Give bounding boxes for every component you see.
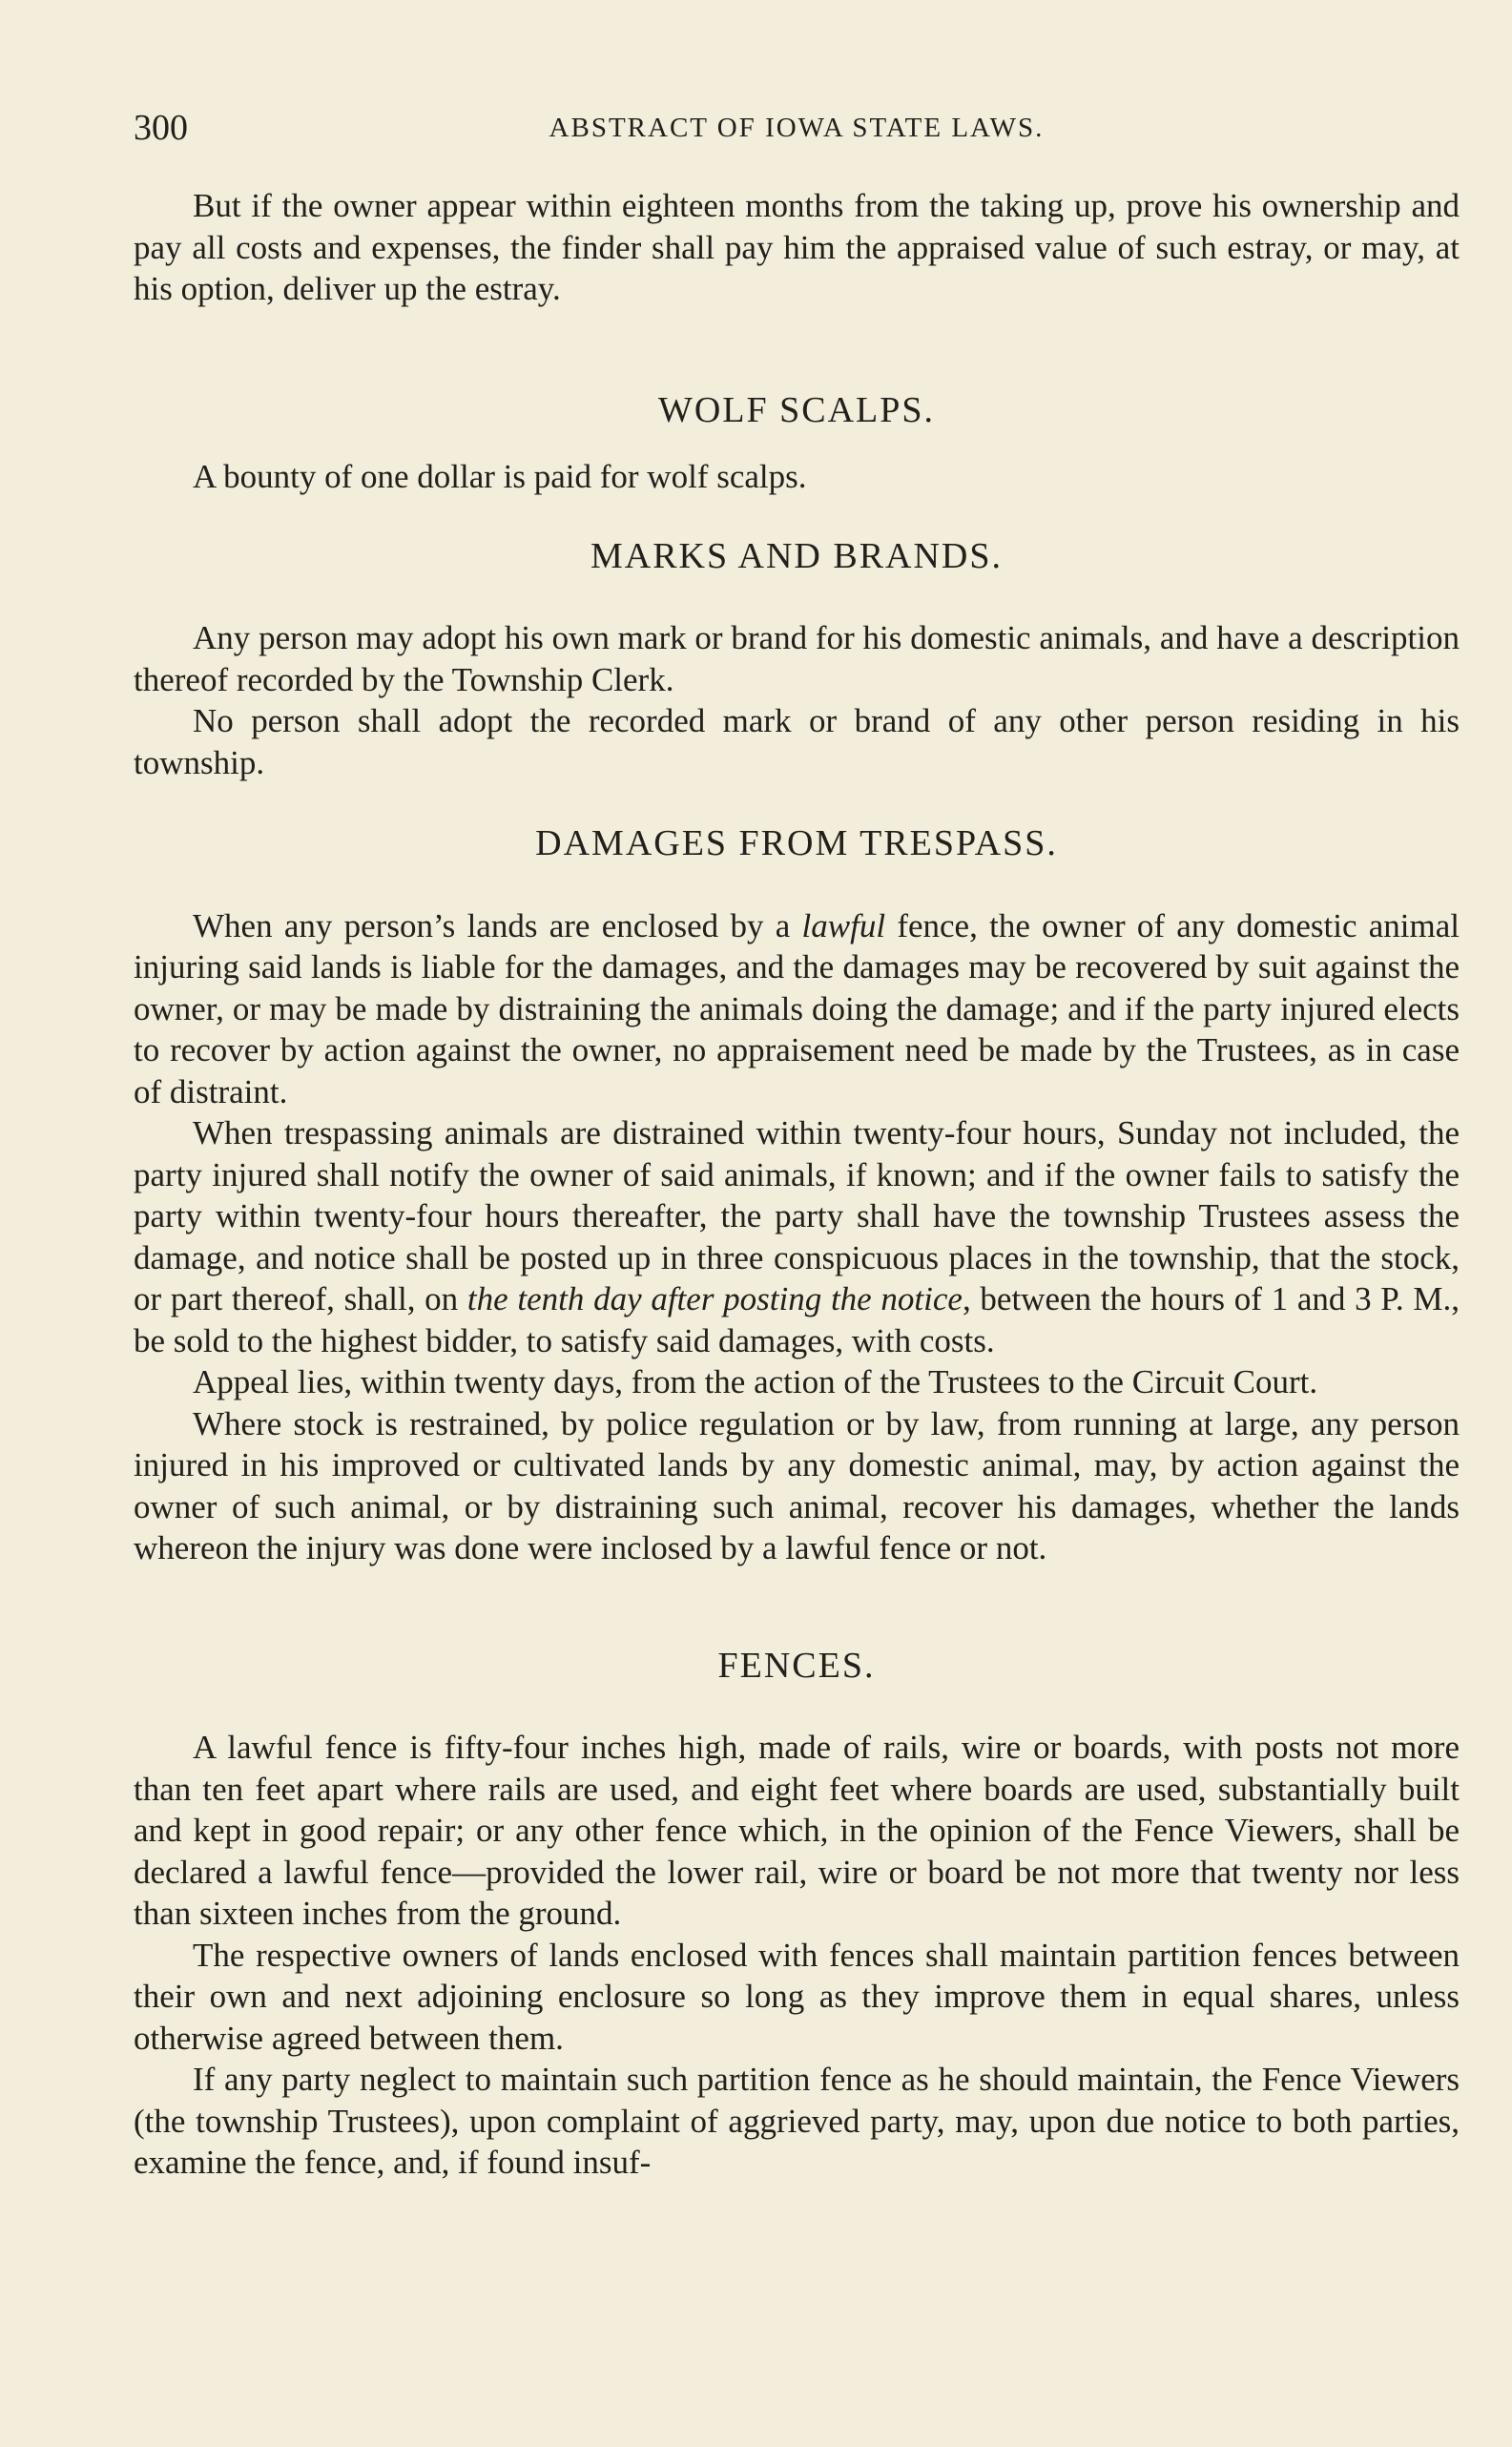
marks-brands-paragraph-2: No person shall adopt the recorded mark or brand of any other person residing in his township. [134,702,1460,781]
marks-brands-heading: MARKS AND BRANDS. [590,535,1004,576]
fences-heading: FENCES. [717,1645,876,1686]
fences-paragraph-2: The respective owners of lands enclosed with fences shall maintain partition fences between their own and next adjoining enclosure so long as they improve them in equal shares, unless otherwise agreed between them. [134,1936,1460,2057]
book-page [134,99,1460,2184]
damages-paragraph-4: Where stock is restrained, by police regulation or by law, from running at large, any person injured in his improved or cultivated lands by any domestic animal, may, by action against the owner of such animal, or by distraining such animal, recover his damages, whether the lands whereon the injury was done were inclosed by a lawful fence or not. [134,1404,1460,1566]
wolf-scalps-heading: WOLF SCALPS. [657,389,936,430]
wolf-scalps-paragraph: A bounty of one dollar is paid for wolf scalps. [193,458,807,495]
damages-heading: DAMAGES FROM TRESPASS. [535,823,1058,863]
damages-paragraph-2: When trespassing animals are distrained within twenty-four hours, Sunday not included, the party injured shall notify the owner of said animals, if known; and if the owner fails to satisfy the party within twenty-four hours thereafter, the party shall have the township Trustees assess the damage, and notice shall be posted up in three conspicuous places in the township, that the stock, or part thereof, shall, on the tenth day after posting the notice, between the hours of 1 and 3 P. M., be sold to the highest bidder, to satisfy said damages, with costs. [134,1114,1460,1359]
fences-paragraph-3: If any party neglect to maintain such partition fence as he should maintain, the Fence Viewers (the township Trustees), upon complaint of aggrieved party, may, upon due notice to both parties, examine the fence, and, if found insuf- [134,2061,1460,2181]
fences-paragraph-1: A lawful fence is fifty-four inches high, made of rails, wire or boards, with posts not more than ten feet apart where rails are used, and eight feet where boards are used, substantially built and kept in good repair; or any other fence which, in the opinion of the Fence Viewers, shall be declared a lawful fence—provided the lower rail, wire or board be not more that twenty nor less than sixteen inches from the ground. [134,1729,1460,1932]
running-head [134,99,1460,156]
marks-brands-paragraph-1: Any person may adopt his own mark or brand for his domestic animals, and have a description thereof recorded by the Township Clerk. [134,619,1460,698]
damages-paragraph-1: When any person’s lands are enclosed by a lawful fence, the owner of any domestic animal injuring said lands is liable for the damages, and the damages may be recovered by suit against the owner, or may be made by distraining the animals doing the damage; and if the party injured elects to recover by action against the owner, no appraisement need be made by the Trustees, as in case of distraint. [134,906,1460,1110]
estray-paragraph: But if the owner appear within eighteen months from the taking up, prove his ownership and pay all costs and expenses, the finder shall pay him the appraised value of such estray, or may, at his option, deliver up the estray. [134,187,1460,307]
damages-paragraph-3: Appeal lies, within twenty days, from the action of the Trustees to the Circuit Court. [193,1363,1318,1400]
running-title: ABSTRACT OF IOWA STATE LAWS. [549,113,1045,143]
page-number: 300 [134,108,188,148]
